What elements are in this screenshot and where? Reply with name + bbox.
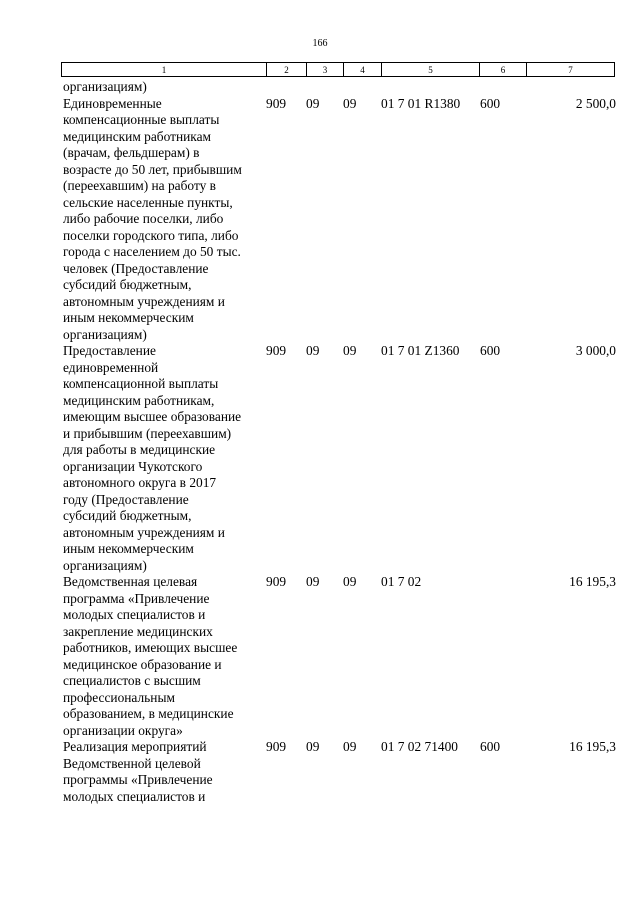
column-header-4: 4 bbox=[344, 63, 382, 77]
column-header-2: 2 bbox=[267, 63, 307, 77]
row-ministry-code: 909 bbox=[266, 343, 287, 358]
table-row bbox=[0, 79, 640, 96]
table-row bbox=[0, 96, 640, 344]
table-row bbox=[0, 574, 640, 739]
row-amount: 3 000,0 bbox=[575, 343, 616, 358]
row-name: организациям) bbox=[63, 79, 147, 94]
row-target-item-code: 01 7 02 bbox=[381, 574, 422, 589]
row-target-item-code: 01 7 01 Z1360 bbox=[381, 343, 460, 358]
row-subsection-code: 09 bbox=[343, 95, 357, 111]
row-section-code: 09 bbox=[306, 574, 320, 589]
column-header-5: 5 bbox=[382, 63, 480, 77]
table-body bbox=[0, 79, 640, 805]
column-header-row bbox=[62, 63, 615, 77]
column-header-3: 3 bbox=[307, 63, 344, 77]
row-target-item-code: 01 7 01 R1380 bbox=[381, 95, 461, 111]
row-ministry-code: 909 bbox=[266, 95, 287, 111]
row-section-code: 09 bbox=[306, 739, 320, 754]
column-header-6: 6 bbox=[480, 63, 527, 77]
row-target-item-code: 01 7 02 71400 bbox=[381, 739, 458, 754]
row-amount: 16 195,3 bbox=[569, 574, 616, 589]
row-amount: 16 195,3 bbox=[569, 739, 616, 754]
table-row bbox=[0, 343, 640, 574]
column-header-7: 7 bbox=[527, 63, 615, 77]
column-header-1: 1 bbox=[62, 63, 267, 77]
row-ministry-code: 909 bbox=[266, 739, 287, 754]
row-section-code: 09 bbox=[306, 343, 320, 358]
page-number: 166 bbox=[312, 38, 328, 49]
row-name: Реализация мероприятий Ведомственной целевой программы «Привлечение молодых специалистов и bbox=[63, 739, 213, 804]
row-ministry-code: 909 bbox=[266, 574, 287, 589]
row-name: Единовременные компенсационные выплаты медицинским работникам (врачам, фельдшерам) в возрасте до 50 лет, прибывшим (переехавшим) на работу в сельские населенные пункты, либо рабочие поселки, либо поселки городского типа, либо города с населением до 50 тыс. человек (Предоставление субсидий бюджетным, автономным учреждениям и иным некоммерческим организациям) bbox=[63, 95, 242, 342]
table-row bbox=[0, 739, 640, 805]
row-name: Ведомственная целевая программа «Привлечение молодых специалистов и закрепление медицинских работников, имеющих высшее медицинское образование и специалистов с высшим профессиональным образованием, в медицинские организации округа» bbox=[63, 574, 238, 738]
row-subsection-code: 09 bbox=[343, 574, 357, 589]
column-header-table bbox=[61, 62, 615, 77]
row-subsection-code: 09 bbox=[343, 739, 357, 754]
row-expense-type-code: 600 bbox=[480, 95, 501, 111]
row-amount: 2 500,0 bbox=[575, 95, 616, 111]
row-subsection-code: 09 bbox=[343, 343, 357, 358]
row-expense-type-code: 600 bbox=[480, 343, 501, 358]
row-section-code: 09 bbox=[306, 95, 320, 111]
row-name: Предоставление единовременной компенсационной выплаты медицинским работникам, имеющим высшее образование и прибывшим (переехавшим) для работы в медицинские организации Чукотского автономного округа в 2017 году (Предоставление субсидий бюджетным, автономным учреждениям и иным некоммерческим организациям) bbox=[63, 343, 242, 573]
row-expense-type-code: 600 bbox=[480, 739, 501, 754]
